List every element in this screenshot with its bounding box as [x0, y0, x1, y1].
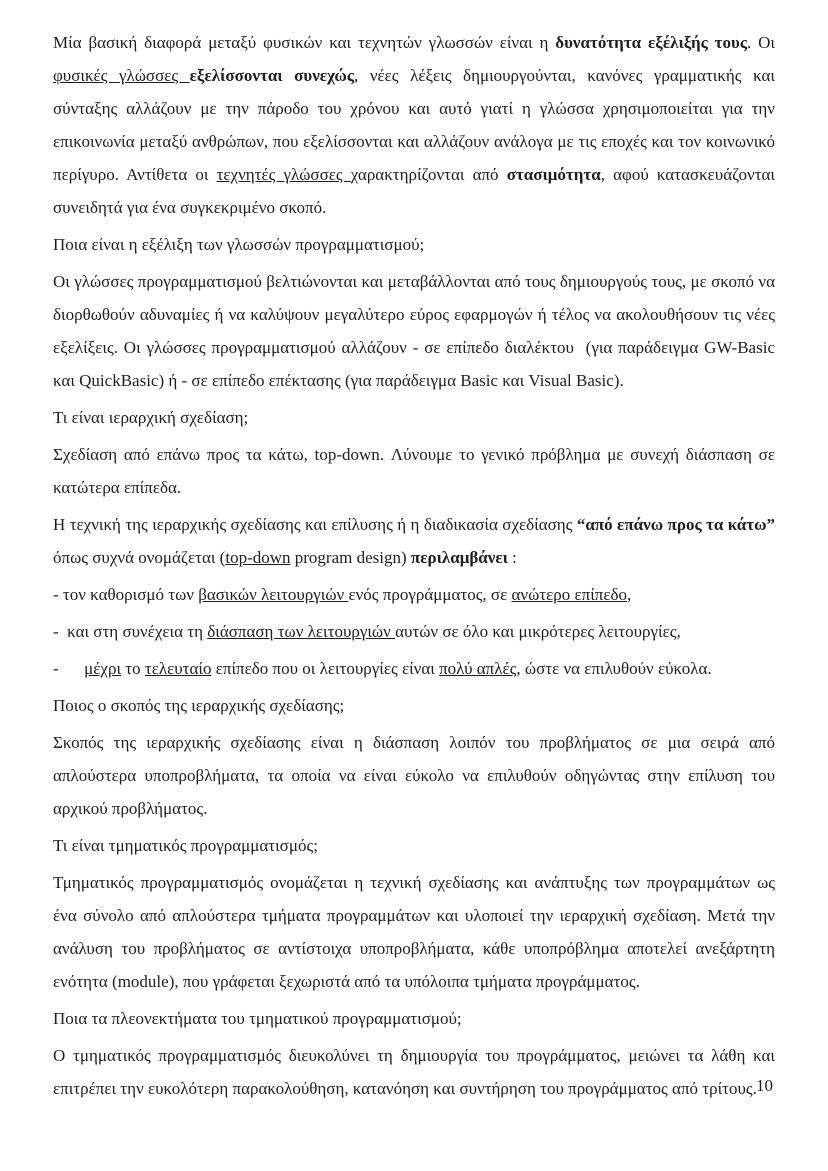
text-run: Τι είναι τμηματικός προγραμματισμός; — [53, 836, 318, 855]
question — [53, 401, 775, 434]
underlined-text: μέχρι — [84, 659, 122, 678]
text-run: - — [53, 659, 85, 678]
text-run: ενός προγράμματος, σε — [348, 585, 512, 604]
text-run: Σκοπός της ιεραρχικής σχεδίασης είναι η διάσπαση λοιπόν του προβλήματος σε μια σειρά από απλούστερα υποπροβλήματα, τα οποία να είναι εύκολο να επιλυθούν οδηγώντας στην επίλυση του αρχικού προβλήματος. — [53, 733, 780, 818]
paragraph — [53, 438, 780, 504]
text-run: Τι είναι ιεραρχική σχεδίαση; — [53, 408, 249, 427]
text-run: Ποιος ο σκοπός της ιεραρχικής σχεδίασης; — [53, 696, 345, 715]
bold-text: περιλαμβάνει — [410, 548, 508, 567]
text-run: επίπεδο που οι λειτουργίες είναι — [211, 659, 440, 678]
text-run: , ώστε να επιλυθούν εύκολα. — [516, 659, 712, 678]
bullet — [53, 615, 775, 648]
underlined-text: top-down — [225, 548, 291, 567]
underlined-text: τεχνητές γλώσσες — [216, 165, 351, 184]
bold-text: στασιμότητα — [506, 165, 601, 184]
question — [53, 689, 775, 722]
text-run: , νέες λέξεις δημιουργούνται, κανόνες γραμματικής και σύνταξης αλλάζουν με την πάροδο του χρόνου και αυτό γιατί η γλώσσα χρησιμοποιείται για την επικοινωνία μεταξύ ανθρώπων, που εξελίσσονται και αλλάζουν ανάλογα με τις εποχές και τον κοινωνικό περίγυρο. Αντίθετα οι — [53, 66, 780, 184]
underlined-text: τελευταίο — [144, 659, 212, 678]
text-run: : — [507, 548, 517, 567]
bold-text: δυνατότητα εξέλιξής τους — [555, 33, 748, 52]
text-run: Οι γλώσσες προγραμματισμού βελτιώνονται και μεταβάλλονται από τους δημιουργούς τους, με σκοπό να διορθωθούν αδυναμίες ή να καλύψουν μεγαλύτερο εύρος εφαρμογών ή τέλος να ακολουθήσουν τις νέες εξελίξεις. Οι γλώσσες προγραμματισμού αλλάζουν - σε επίπεδο διαλέκτου (για παράδειγμα GW-Basic και QuickBasic) ή - σε επίπεδο επέκτασης (για παράδειγμα Basic και Visual Basic). — [53, 272, 780, 390]
underlined-text: φυσικές γλώσσες — [53, 66, 190, 85]
text-run: Ποια τα πλεονεκτήματα του τμηματικού προγραμματισμού; — [53, 1009, 462, 1028]
text-run: , αφού κατασκευάζονται συνειδητά για ένα συγκεκριμένο σκοπό. — [53, 165, 780, 217]
text-run: Σχεδίαση από επάνω προς τα κάτω, top-down. Λύνουμε το γενικό πρόβλημα με συνεχή διάσπαση σε κατώτερα επίπεδα. — [53, 445, 780, 497]
paragraph — [53, 265, 780, 397]
text-run: Η τεχνική της ιεραρχικής σχεδίασης και επίλυσης ή η διαδικασία σχεδίασης — [53, 515, 577, 534]
text-run: Ο τμηματικός προγραμματισμός διευκολύνει τη δημιουργία του προγράμματος, μειώνει τα λάθη και επιτρέπει την ευκολότερη παρακολούθηση, κατανόηση και συντήρηση του προγράμματος από τρίτους. — [53, 1046, 780, 1098]
underlined-text: διάσπαση των λειτουργιών — [207, 622, 396, 641]
underlined-text: ανώτερο επίπεδο — [511, 585, 627, 604]
bullet — [53, 578, 775, 611]
document-body — [53, 26, 780, 1105]
underlined-text: βασικών λειτουργιών — [198, 585, 349, 604]
bold-text: εξελίσσονται συνεχώς — [189, 66, 355, 85]
bullet — [53, 652, 775, 685]
text-run: , — [627, 585, 632, 604]
paragraph — [53, 726, 780, 825]
text-run: - τον καθορισμό των — [53, 585, 199, 604]
text-run: το — [121, 659, 145, 678]
text-run: αυτών σε όλο και μικρότερες λειτουργίες, — [395, 622, 681, 641]
text-run: Τμηματικός προγραμματισμός ονομάζεται η τεχνική σχεδίασης και ανάπτυξης των προγραμμάτων ως ένα σύνολο από απλούστερα τμήματα προγραμμάτων και υλοποιεί την ιεραρχική σχεδίαση. Μετά την ανάλυση του προβλήματος σε αντίστοιχα υποπροβλήματα, κάθε υποπρόβλημα αποτελεί ανεξάρτητη ενότητα (module), που γράφεται ξεχωριστά από τα υπόλοιπα τμήματα προγράμματος. — [53, 873, 780, 991]
question — [53, 228, 775, 261]
text-run: - και στη συνέχεια τη — [53, 622, 208, 641]
paragraph — [53, 508, 780, 574]
question — [53, 1002, 775, 1035]
text-run: χαρακτηρίζονται από — [350, 165, 507, 184]
bold-text: “από επάνω προς τα κάτω” — [576, 515, 775, 534]
text-run: Ποια είναι η εξέλιξη των γλωσσών προγραμματισμού; — [53, 235, 425, 254]
page-number: 10 — [756, 1076, 773, 1095]
text-run: όπως συχνά ονομάζεται ( — [53, 515, 780, 567]
paragraph — [53, 26, 780, 224]
text-run: . Οι — [747, 33, 780, 52]
text-run: program design) — [290, 548, 411, 567]
underlined-text: πολύ απλές — [439, 659, 517, 678]
paragraph — [53, 866, 780, 998]
question — [53, 829, 775, 862]
text-run: Μία βασική διαφορά μεταξύ φυσικών και τεχνητών γλωσσών είναι η — [53, 33, 556, 52]
paragraph — [53, 1039, 780, 1105]
